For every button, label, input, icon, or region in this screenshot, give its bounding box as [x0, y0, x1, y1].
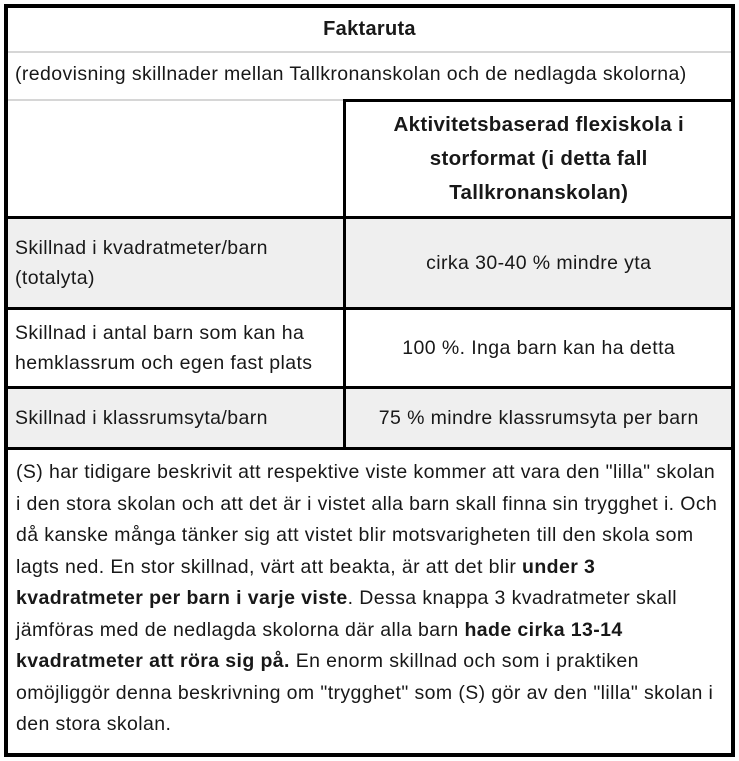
column-header-empty-cell: [8, 101, 343, 216]
faktaruta-table: [4, 4, 735, 757]
table-subtitle: [8, 53, 731, 101]
row-label: Skillnad i antal barn som kan ha hemklassrum och egen fast plats: [15, 322, 313, 374]
table-row: [8, 386, 731, 447]
footer-text-segment: (S) har tidigare beskrivit att respektive viste kommer att vara den "lilla" skolan i den stora skolan och att det är i vistet alla barn skall finna sin trygghet i. Och då kanske många tänker sig att vistet blir motsvarigheten till den skola som lagts ned. En stor skillnad, värt att beakta, är att det blir: [16, 461, 718, 578]
footer-text-segment: En enorm skillnad och som i praktiken omöjliggör denna beskrivning om "trygghet" som (S) gör av den "lilla" skolan i den stora skolan.: [16, 650, 714, 735]
table-subtitle-text: (redovisning skillnader mellan Tallkronanskolan och de nedlagda skolorna): [15, 63, 687, 85]
column-header-flexiskola: Aktivitetsbaserad flexiskola i storformat (i detta fall Tallkronanskolan): [343, 99, 731, 216]
row-value: 75 % mindre klassrumsyta per barn: [343, 389, 731, 447]
footer-text-bold: under 3 kvadratmeter per barn i varje viste: [16, 555, 596, 609]
footer-text-segment: . Dessa knappa 3 kvadratmeter skall jämföras med de nedlagda skolorna där alla barn: [16, 587, 677, 641]
table-row: [8, 219, 731, 307]
footer-paragraph: [8, 447, 731, 753]
row-value: cirka 30-40 % mindre yta: [343, 219, 731, 307]
row-value: 100 %. Inga barn kan ha detta: [343, 310, 731, 386]
column-header-row: [8, 101, 731, 219]
row-label: Skillnad i klassrumsyta/barn: [15, 407, 268, 429]
footer-text-bold: hade cirka 13-14 kvadratmeter att röra sig på.: [16, 618, 623, 672]
table-row: [8, 307, 731, 386]
table-title: Faktaruta: [8, 8, 731, 53]
row-label: Skillnad i kvadratmeter/barn (totalyta): [15, 237, 268, 289]
